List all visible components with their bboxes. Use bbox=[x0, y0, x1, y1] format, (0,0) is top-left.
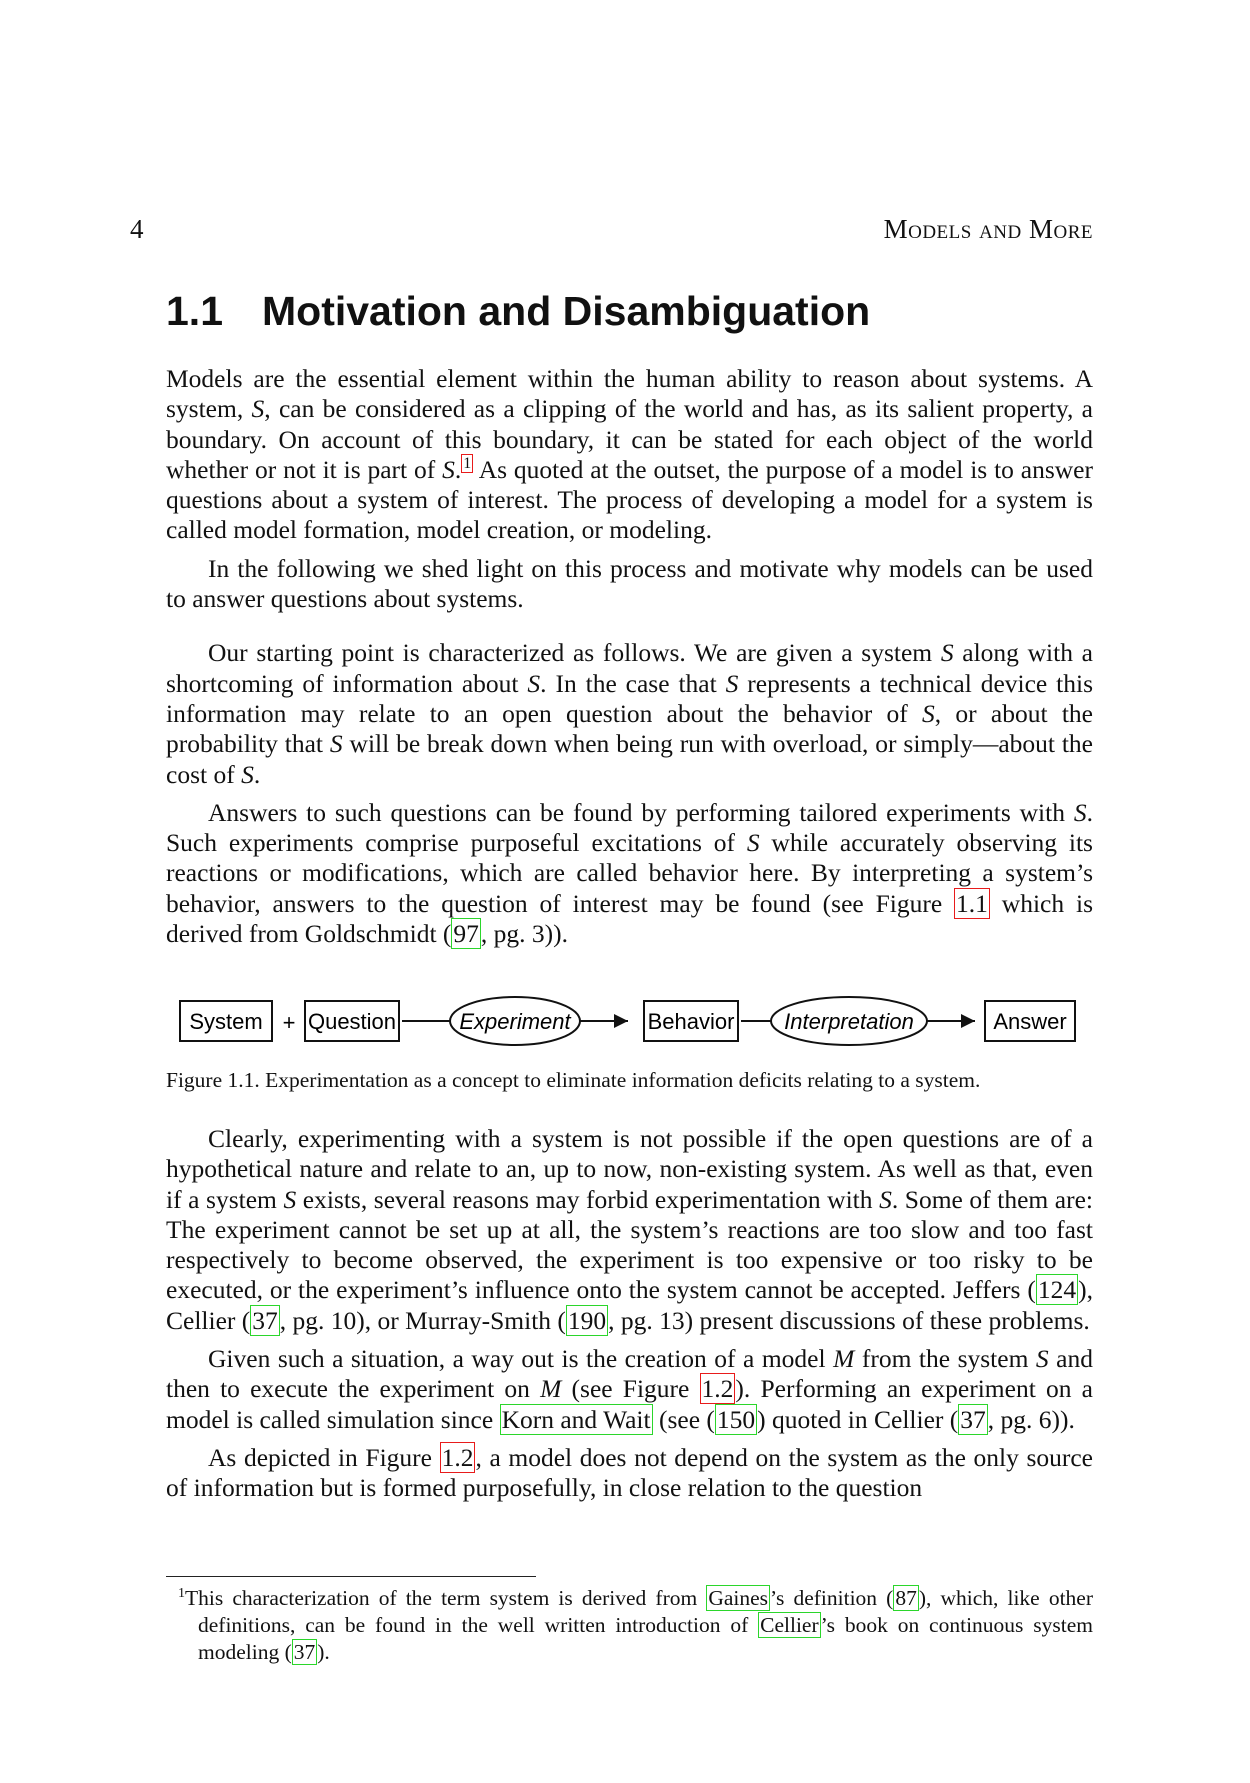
experiment-label: Experiment bbox=[459, 1009, 571, 1034]
paragraph-1: Models are the essential element within the human ability to reason about systems. A system, S, can be considered as a clipping of the world and has, as its salient property, a boundary. On account of this boundary, it can be stated for each object of the world whether or not it is part of S. $^1$ As quoted at the outset, the purpose of a model is to answer questions about a system of interest. The process of developing a model for a system is called model formation, model creation, or modeling. bbox=[166, 364, 1094, 545]
interpretation-ellipse bbox=[771, 997, 927, 1045]
footnote-link[interactable]: 1 bbox=[463, 455, 472, 473]
system-box bbox=[180, 1001, 272, 1041]
paragraph-7: As depicted in Figure 1.2, a model does not depend on the system as the only source of information but is formed purposefully, in close relation to the question bbox=[166, 1442, 1094, 1503]
plus-sign: + bbox=[282, 1010, 296, 1035]
section-heading bbox=[166, 288, 1066, 335]
citation-37[interactable]: 37 bbox=[252, 1305, 278, 1335]
paragraph-4: Answers to such questions can be found by performing tailored experiments with S. Such experiments comprise purposeful excitations of S while accurately observing its reactions or modifications, which are called behavior here. By interpreting a system’s behavior, answers to the question of interest may be found (see Figure 1.1 which is derived from Goldschmidt (97, pg. 3)). bbox=[166, 797, 1094, 949]
citation-korn-wait[interactable]: Korn and Wait bbox=[501, 1404, 651, 1434]
paragraph-2: In the following we shed light on this process and motivate why models can be used to answer questions about systems. bbox=[166, 553, 1093, 614]
footnote: $^1$This characterization of the term system is derived from Gaines’s definition (87), which, like other definitions, can be found in the well written introduction of Cellier’s book on continuous system modeling (37). bbox=[178, 1586, 1094, 1665]
system-label: System bbox=[189, 1009, 263, 1034]
citation-cellier[interactable]: Cellier bbox=[760, 1613, 819, 1638]
behavior-box bbox=[644, 1001, 738, 1041]
figure-ref-1-2[interactable]: 1.2 bbox=[701, 1374, 734, 1404]
question-box bbox=[305, 1001, 399, 1041]
section-title: Motivation and Disambiguation bbox=[262, 288, 871, 334]
footnote-number: 1 bbox=[178, 1586, 185, 1601]
figure-ref-1-1[interactable]: 1.1 bbox=[956, 888, 988, 918]
paragraph-3: Our starting point is characterized as follows. We are given a system S along with a shortcoming of information about S. In the case that S represents a technical device this information may relate to an open question about the behavior of S, or about the probability that S will be break down when being run with overload, or simply—about the cost of S. bbox=[166, 638, 1094, 789]
answer-label: Answer bbox=[993, 1009, 1067, 1034]
citation-gaines[interactable]: Gaines bbox=[708, 1586, 769, 1611]
citation-190[interactable]: 190 bbox=[567, 1305, 607, 1335]
body-block-1 bbox=[166, 364, 1093, 957]
citation-37-b[interactable]: 37 bbox=[960, 1404, 986, 1434]
body-block-2 bbox=[166, 1124, 1093, 1512]
citation-124[interactable]: 124 bbox=[1037, 1275, 1077, 1305]
section-number: 1.1 bbox=[166, 288, 223, 334]
experiment-ellipse bbox=[450, 997, 580, 1045]
experimentation-flow-svg bbox=[160, 988, 1090, 1058]
behavior-label: Behavior bbox=[647, 1009, 735, 1034]
footnote-rule bbox=[166, 1576, 536, 1577]
answer-box bbox=[985, 1001, 1075, 1041]
interpretation-label: Interpretation bbox=[784, 1009, 914, 1034]
citation-87[interactable]: 87 bbox=[895, 1586, 917, 1611]
citation-97[interactable]: 97 bbox=[453, 919, 479, 949]
page-number: 4 bbox=[130, 214, 144, 244]
figure-ref-1-2-b[interactable]: 1.2 bbox=[441, 1442, 474, 1472]
paragraph-5: Clearly, experimenting with a system is not possible if the open questions are of a hypothetical nature and relate to an, up to now, non-existing system. As well as that, even if a system S exists, several reasons may forbid experimentation with S. Some of them are: The experiment cannot be set up at all, the system’s reactions are too slow and too fast respectively to become observed, the experiment is too expensive or too risky to be executed, or the experiment’s influence onto the system cannot be accepted. Jeffers (124), Cellier (37, pg. 10), or Murray-Smith (190, pg. 13) present discussions of these problems. bbox=[166, 1124, 1094, 1335]
citation-150[interactable]: 150 bbox=[716, 1404, 756, 1434]
figure-1-1-diagram bbox=[160, 988, 1090, 1058]
citation-37-c[interactable]: 37 bbox=[293, 1640, 316, 1665]
page-header bbox=[130, 214, 1093, 248]
running-title: Models and More bbox=[883, 214, 1093, 244]
paragraph-6: Given such a situation, a way out is the creation of a model M from the system S and then to execute the experiment on M (see Figure 1.2). Performing an experiment on a model is called simulation since Korn and Wait (see (150) quoted in Cellier (37, pg. 6)). bbox=[166, 1344, 1093, 1434]
figure-caption: Figure 1.1. Experimentation as a concept to eliminate information deficits relating to a system. bbox=[166, 1068, 981, 1092]
question-label: Question bbox=[307, 1009, 397, 1034]
